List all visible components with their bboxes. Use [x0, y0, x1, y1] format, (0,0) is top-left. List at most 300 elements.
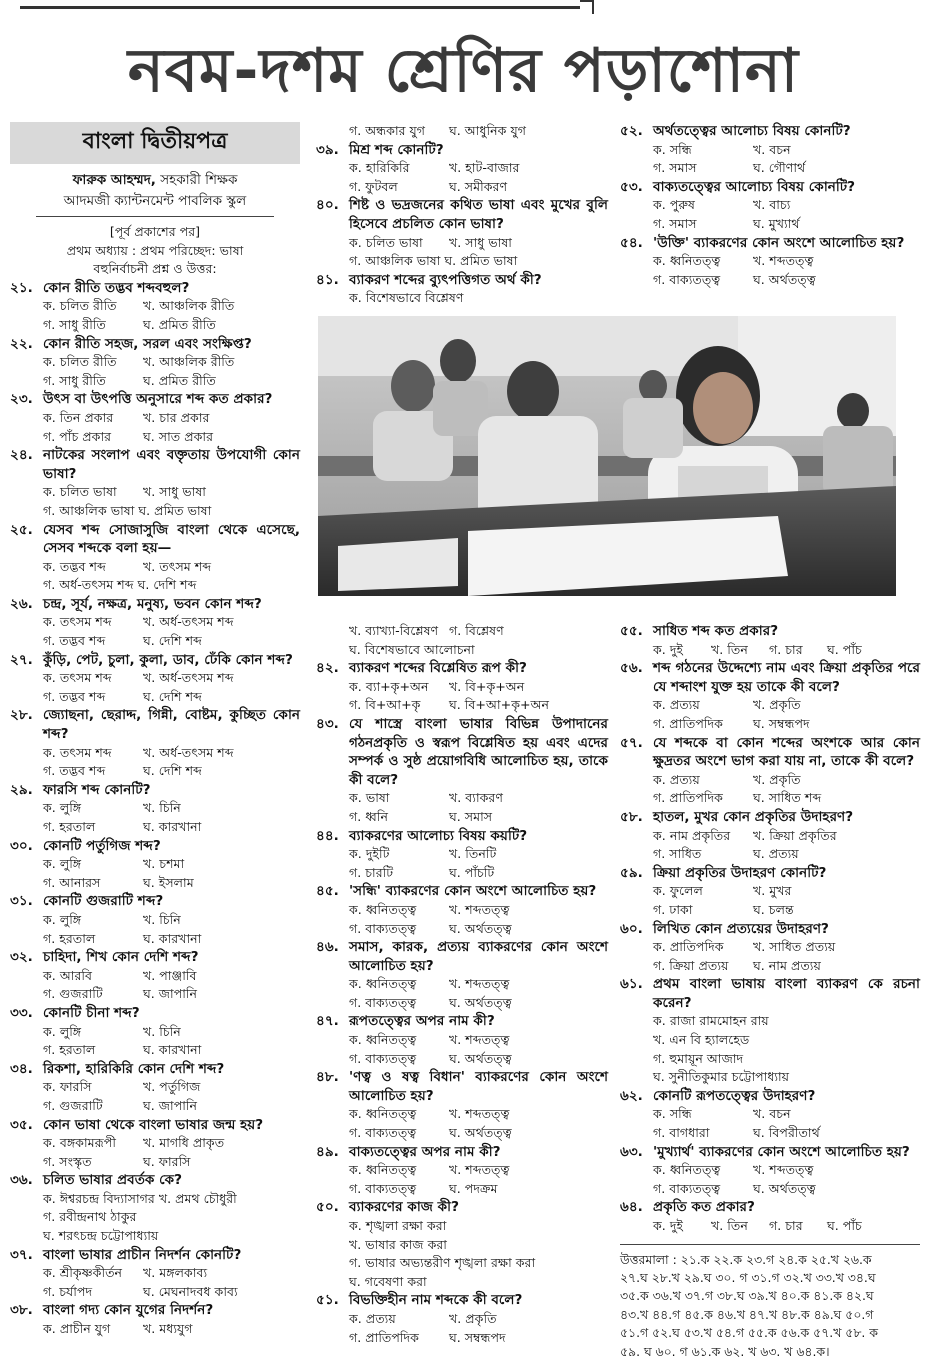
answer-option: ঘ. জাপানি [143, 1097, 198, 1113]
answer-key-line: ২৭.ঘ ২৮.খ ২৯.ঘ ৩০. গ ৩১.গ ৩২.খ ৩৩.খ ৩৪.ঘ [620, 1270, 876, 1285]
option-grid [620, 252, 920, 289]
answer-option: ঘ. বি+আ+কৃ+অন [449, 697, 549, 713]
question-item [620, 1143, 920, 1199]
answer-option: গ. সাধিত [653, 846, 702, 862]
author-name: ফারুক আহম্মদ, [72, 172, 156, 188]
question-number: ৫৮. [620, 808, 643, 825]
question-item [316, 659, 608, 715]
question-text-row [10, 1060, 300, 1079]
answer-option: গ. সাধু রীতি [43, 316, 106, 332]
question-item [620, 1087, 920, 1143]
answer-option: খ. চিনি [143, 800, 181, 816]
question-text: মিশ্র শব্দ কোনটি? [349, 141, 444, 158]
answer-option: গ. সংস্কৃত [43, 1153, 92, 1169]
divider [36, 216, 274, 217]
question-number: ৫০. [316, 1199, 339, 1216]
question-number: ৩৪. [10, 1060, 33, 1077]
answer-option: খ. পর্তুগিজ [143, 1079, 201, 1095]
question-number: ৪৭. [316, 1013, 339, 1030]
answer-option: ঘ. প্রমিত রীতি [143, 316, 216, 332]
answer-key-line: ৫১.গ ৫২.ঘ ৫৩.খ ৫৪.গ ৫৫.ক ৫৬.ক ৫৭.খ ৫৮. ক [620, 1325, 878, 1341]
answer-option: খ. ভাষার কাজ করা [349, 1236, 447, 1252]
question-text-row [10, 1004, 300, 1023]
question-text: বিভক্তিহীন নাম শব্দকে কী বলে? [349, 1292, 523, 1309]
answer-option: ক. চলিত রীতি [43, 298, 117, 314]
question-number: ৫৩. [620, 178, 643, 195]
answer-option: ক. প্রত্যয় [653, 771, 700, 787]
answer-option: গ. তদ্ভব শব্দ [43, 763, 106, 779]
question-item [316, 827, 608, 883]
answer-option: গ. বাক্যতত্ত্ব [349, 1050, 417, 1066]
answer-option: ঘ. ইসলাম [143, 874, 194, 890]
option-grid [316, 1217, 608, 1291]
question-text-row [316, 1291, 608, 1310]
answer-option: ক. পুরুষ [653, 197, 695, 213]
column-3-bottom [620, 622, 920, 1361]
answer-option: গ. হরতাল [43, 819, 96, 834]
option-grid [10, 669, 300, 706]
question-text: শব্দ গঠনের উদ্দেশ্যে নাম এবং ক্রিয়া প্রকৃতির পরে যে শব্দাংশ যুক্ত হয় তাকে কী বলে? [653, 660, 920, 695]
question-text: উৎস বা উৎপত্তি অনুসারে শব্দ কত প্রকার? [43, 391, 273, 408]
answer-option: ক. দুইটি [349, 846, 390, 862]
answer-option: ঘ. অর্থতত্ত্ব [753, 271, 816, 287]
question-text-row [620, 920, 920, 939]
answer-option: গ. আঞ্চলিক ভাষা ঘ. প্রমিত ভাষা [43, 502, 212, 518]
question-text: বাক্যতত্ত্বের অপর নাম কী? [349, 1143, 501, 1160]
answer-option: খ. শব্দতত্ত্ব [449, 1162, 510, 1178]
question-text: অর্থতত্ত্বের আলোচ্য বিষয় কোনটি? [653, 123, 851, 139]
answer-option: খ. বচন [753, 1106, 791, 1122]
question-item [620, 178, 920, 234]
question-number: ২৯. [10, 781, 33, 798]
question-text-row [316, 659, 608, 678]
answer-option: গ. ভাষার অভ্যন্তরীণ শৃঙ্খলা রক্ষা করা [349, 1255, 536, 1271]
answer-option: ঘ. সম্বন্ধপদ [753, 715, 810, 731]
question-text: 'মুখ্যার্থ' ব্যাকরণের কোন অংশে আলোচিত হয়? [653, 1143, 910, 1160]
answer-option: খ. বি+কৃ+অন [449, 678, 525, 694]
answer-option: গ. বাক্যতত্ত্ব [349, 994, 417, 1010]
answer-option: খ. চিনি [143, 1023, 181, 1039]
question-item [620, 975, 920, 1087]
answer-option: গ. বাক্যতত্ত্ব [349, 1125, 417, 1141]
question-list [316, 622, 608, 1347]
answer-option: ঘ. ফারসি [143, 1153, 191, 1169]
question-text-row [620, 122, 920, 141]
answer-option: খ. চশমা [143, 856, 185, 872]
question-text-row [10, 651, 300, 670]
answer-key-line: উত্তরমালা : ২১.ক ২২.ক ২৩.গ ২৪.ক ২৫.খ ২৬.ক [620, 1251, 872, 1267]
question-number: ৬৪. [620, 1199, 643, 1216]
answer-option: গ. চার [769, 641, 803, 657]
answer-option: ঘ. সুনীতিকুমার চট্টোপাধ্যায় [653, 1069, 790, 1085]
option-grid [316, 975, 608, 1012]
question-number: ২২. [10, 335, 33, 352]
question-text-row [10, 781, 300, 800]
top-border-bar [20, 6, 580, 9]
answer-option: ঘ. বিপরীতার্থ [753, 1125, 820, 1141]
answer-option: ঘ. প্রত্যয় [753, 846, 799, 862]
answer-option: গ. আনারস [43, 874, 101, 890]
option-grid [620, 771, 920, 808]
column-2-bottom [316, 622, 608, 1347]
question-text: ব্যাকরণ শব্দের বিশ্লেষিত রূপ কী? [349, 660, 527, 677]
answer-option: ক. আরবি [43, 967, 93, 983]
question-item [10, 521, 300, 595]
question-number: ২৫. [10, 521, 33, 538]
answer-option: ক. ধ্বনিতত্ত্ব [653, 1162, 721, 1178]
question-text-row [10, 521, 300, 558]
question-text-row [10, 279, 300, 298]
answer-option: ক. লুঙ্গি [43, 856, 82, 872]
question-number: ৬১. [620, 976, 643, 993]
question-item [620, 622, 920, 659]
question-number: ৩৯. [316, 141, 339, 158]
option-grid [10, 409, 300, 446]
answer-option: খ. শব্দতত্ত্ব [753, 253, 814, 269]
answer-option: গ. হরতাল [43, 930, 96, 946]
option-grid [10, 1190, 300, 1246]
answer-key-line: ৩৫.ক ৩৬.খ ৩৭.গ ৩৮.ঘ ৩৯.খ ৪০.ক ৪১.ক ৪২.ঘ [620, 1288, 874, 1304]
answer-option: ক. তৎসম শব্দ [43, 744, 112, 760]
question-text-row [10, 1301, 300, 1320]
answer-option: ক. তৎসম শব্দ [43, 670, 112, 686]
question-text-row [620, 234, 920, 253]
answer-option: ক. শৃঙ্খলা রক্ষা করা [349, 1218, 447, 1233]
question-text-row [10, 1116, 300, 1135]
question-text: চন্দ্র, সূর্য, নক্ষত্র, মনুষ্য, ভবন কোন শব্দ? [43, 595, 262, 612]
question-text-row [10, 446, 300, 483]
answer-option: গ. ফুটবল [349, 178, 398, 194]
author-school: আদমজী ক্যান্টনমেন্ট পাবলিক স্কুল [63, 193, 247, 209]
question-number: ৪১. [316, 271, 339, 288]
option-grid [316, 1105, 608, 1142]
question-text: চলিত ভাষার প্রবর্তক কে? [43, 1172, 183, 1189]
question-number: ২৮. [10, 707, 33, 724]
answer-option: ঘ. জাপানি [143, 986, 198, 1002]
question-number: ৩৮. [10, 1302, 33, 1319]
question-text-row [316, 715, 608, 789]
answer-option: গ. বাক্যতত্ত্ব [349, 920, 417, 936]
answer-option: গ. প্রাতিপদিক [653, 715, 723, 731]
answer-option: ক. চলিত ভাষা [43, 484, 117, 500]
answer-option: ঘ. অর্থতত্ত্ব [449, 1125, 512, 1141]
question-list [316, 122, 608, 308]
author-line [10, 170, 300, 191]
answer-option: খ. সাধিত প্রত্যয় [753, 939, 836, 955]
option-grid [316, 845, 608, 882]
question-number: ২৬. [10, 595, 33, 612]
option-grid [620, 141, 920, 178]
answer-option: ক. রাজা রামমোহন রায় [653, 1013, 769, 1029]
question-item [10, 651, 300, 707]
answer-option: গ. বাক্যতত্ত্ব [349, 1180, 417, 1196]
question-item [10, 1060, 300, 1116]
answer-key-line: ৪৩.খ ৪৪.গ ৪৫.ক ৪৬.খ ৪৭.খ ৪৮.ক ৪৯.ঘ ৫০.গ [620, 1306, 874, 1322]
question-list [620, 622, 920, 1236]
option-grid [316, 789, 608, 826]
answer-option: গ. সাধু রীতি [43, 372, 106, 388]
question-text-row [316, 196, 608, 233]
answer-option: গ. সমাস [653, 160, 697, 176]
question-text-row [620, 808, 920, 827]
question-text: ব্যাকরণ শব্দের ব্যুৎপত্তিগত অর্থ কী? [349, 271, 542, 288]
option-grid [10, 353, 300, 390]
question-text-row [10, 837, 300, 856]
answer-option: ক. দুই [653, 1218, 683, 1233]
question-item [10, 706, 300, 780]
answer-option: ক. লুঙ্গি [43, 1023, 82, 1039]
answer-option: ঘ. অর্থতত্ত্ব [753, 1180, 816, 1196]
question-text: ব্যাকরণের আলোচ্য বিষয় কয়টি? [349, 827, 528, 844]
answer-option: ক. প্রত্যয় [349, 1310, 396, 1326]
question-text: ক্রিয়া প্রকৃতির উদাহরণ কোনটি? [653, 864, 827, 881]
question-item [10, 595, 300, 651]
question-item [316, 1143, 608, 1199]
answer-option: ক. দুই [653, 641, 683, 657]
question-text-row [10, 390, 300, 409]
exam-hall-photo [318, 316, 896, 596]
option-grid [10, 1134, 300, 1171]
question-text: প্রথম বাংলা ভাষায় বাংলা ব্যাকরণ কে রচনা করেন? [653, 976, 920, 1011]
question-text-row [316, 882, 608, 901]
option-grid [10, 744, 300, 781]
question-item [10, 1171, 300, 1245]
option-grid [10, 911, 300, 948]
top-border-tab [580, 0, 594, 14]
option-grid [620, 196, 920, 233]
option-grid [316, 678, 608, 715]
option-grid [316, 159, 608, 196]
answer-option: গ. ক্রিয়া প্রত্যয় [653, 957, 729, 973]
question-item [620, 920, 920, 976]
question-item [10, 781, 300, 837]
column-1 [10, 122, 300, 1339]
question-text: বাংলা ভাষার প্রাচীন নিদর্শন কোনটি? [43, 1246, 242, 1263]
question-text: জ্যোছনা, ছেরাদ্দ, গিন্নী, বোষ্টম, কুচ্ছিত কোন শব্দ? [43, 707, 300, 743]
page-title: নবম-দশম শ্রেণির পড়াশোনা [127, 36, 800, 106]
question-number: ৩১. [10, 893, 33, 910]
answer-option: ক. লুঙ্গি [43, 800, 82, 816]
question-number: ৫৯. [620, 864, 643, 881]
subject-heading: বাংলা দ্বিতীয়পত্র [10, 122, 300, 164]
option-grid [316, 122, 608, 141]
question-text: 'সন্ধি' ব্যাকরণের কোন অংশে আলোচিত হয়? [349, 883, 597, 900]
question-text: সাধিত শব্দ কত প্রকার? [653, 623, 779, 639]
option-grid [316, 234, 608, 271]
top-border [0, 0, 927, 14]
answer-option: ক. সন্ধি [653, 141, 692, 157]
question-item [620, 659, 920, 733]
answer-option: ক. সন্ধি [653, 1106, 692, 1122]
answer-key-line: ৫৯. ঘ ৬০. গ ৬১.ক ৬২. খ ৬৩. খ ৬৪.ক। [620, 1343, 830, 1359]
answer-option: ক. চলিত ভাষা [349, 234, 423, 250]
question-number: ৪৮. [316, 1069, 339, 1086]
question-text: প্রকৃতি কত প্রকার? [653, 1199, 755, 1216]
question-number: ৬২. [620, 1087, 643, 1104]
question-item [316, 122, 608, 141]
answer-option: ঘ. শরৎচন্দ্র চট্টোপাধ্যায় [43, 1228, 159, 1244]
option-grid [10, 483, 300, 520]
option-grid [10, 613, 300, 650]
question-number: ২৭. [10, 651, 33, 668]
question-text-row [10, 1171, 300, 1190]
question-text-row [316, 1068, 608, 1105]
question-number: ৪৩. [316, 715, 339, 732]
question-text: কোনটি রূপতত্ত্বের উদাহরণ? [653, 1087, 816, 1104]
answer-option: খ. প্রকৃতি [753, 697, 801, 713]
answer-option: ক. ফুলেল [653, 883, 703, 899]
answer-option: খ. সাধু ভাষা [449, 234, 512, 250]
answer-option: গ. গুজরাটি [43, 986, 103, 1002]
question-number: ৩৫. [10, 1116, 33, 1133]
question-item [10, 1246, 300, 1302]
answer-option: গ. বিশ্লেষণ [449, 623, 504, 638]
question-text-row [620, 659, 920, 696]
question-item [620, 734, 920, 808]
question-text-row [316, 1143, 608, 1162]
answer-option: খ. চিনি [143, 911, 181, 927]
answer-option: খ. তিন [711, 1218, 748, 1233]
question-number: ২৪. [10, 447, 33, 464]
option-grid [10, 799, 300, 836]
question-number: ৪২. [316, 660, 339, 677]
question-item [10, 948, 300, 1004]
answer-option: গ. চার [769, 1218, 803, 1233]
question-list [10, 279, 300, 1339]
question-number: ৪৪. [316, 827, 339, 844]
question-text: চাহিদা, শিখ কোন দেশি শব্দ? [43, 949, 199, 966]
option-grid [10, 1023, 300, 1060]
answer-option: ক. প্রাচীন যুগ [43, 1321, 111, 1337]
column-3-top [620, 122, 920, 289]
answer-option: ঘ. সম্বন্ধপদ [449, 1329, 506, 1345]
answer-option: ক. লুঙ্গি [43, 911, 82, 927]
answer-option: গ. ধ্বনি [349, 808, 388, 824]
question-number: ২১. [10, 279, 33, 296]
question-text-row [10, 706, 300, 743]
answer-option: খ. অর্ধ-তৎসম শব্দ [143, 744, 234, 760]
question-text-row [316, 271, 608, 290]
option-grid [10, 297, 300, 334]
question-number: ৫২. [620, 123, 643, 139]
answer-option: খ. সাধু ভাষা [143, 484, 206, 500]
question-text: বাক্যতত্ত্বের আলোচ্য বিষয় কোনটি? [653, 178, 856, 195]
question-text: রূপতত্ত্বের অপর নাম কী? [349, 1013, 495, 1030]
answer-option: গ. অন্ধকার যুগ [349, 123, 426, 138]
question-item [620, 1198, 920, 1235]
question-item [316, 196, 608, 270]
answer-option: গ. হরতাল [43, 1042, 96, 1058]
answer-option: ঘ. চলন্ত [753, 901, 794, 917]
question-item [10, 446, 300, 520]
question-text: হাতল, মুখর কোন প্রকৃতির উদাহরণ? [653, 808, 854, 825]
question-text: বাংলা গদ্য কোন যুগের নিদর্শন? [43, 1302, 214, 1319]
answer-option: ক. ফারসি [43, 1079, 92, 1095]
option-grid [620, 1012, 920, 1086]
answer-option: ঘ. কারখানা [143, 819, 202, 834]
question-number: ৪৫. [316, 883, 339, 900]
question-text: 'উক্তি' ব্যাকরণের কোন অংশে আলোচিত হয়? [653, 234, 905, 251]
answer-option: গ. প্রাতিপদিক [653, 790, 723, 806]
question-text: কোন রীতি সহজ, সরল এবং সংক্ষিপ্ত? [43, 335, 252, 352]
question-text: শিষ্ট ও ভদ্রজনের কথিত ভাষা এবং মুখের বুলি হিসেবে প্রচলিত কোন ভাষা? [349, 197, 608, 232]
answer-option: ক. তৎসম শব্দ [43, 614, 112, 630]
question-text-row [620, 1143, 920, 1162]
question-item [10, 1116, 300, 1172]
question-number: ৩৬. [10, 1172, 33, 1189]
question-text: নাটকের সংলাপ এবং বক্তৃতায় উপযোগী কোন ভাষা? [43, 447, 300, 482]
question-text-row [620, 975, 920, 1012]
answer-option: খ. ক্রিয়া প্রকৃতির [753, 827, 837, 843]
question-number: ৫৭. [620, 734, 643, 751]
option-grid [10, 558, 300, 595]
question-item [316, 271, 608, 308]
question-text: কোনটি চীনা শব্দ? [43, 1004, 140, 1021]
question-text: সমাস, কারক, প্রত্যয় ব্যাকরণের কোন অংশে আলোচিত হয়? [349, 939, 608, 974]
column-2-top [316, 122, 608, 308]
question-number: ৫৫. [620, 623, 643, 639]
answer-option: খ. বচন [753, 141, 791, 157]
question-text-row [316, 1198, 608, 1217]
answer-option: খ. ব্যাখ্যা-বিশ্লেষণ [349, 623, 439, 638]
question-text: ফারসি শব্দ কোনটি? [43, 781, 151, 798]
question-item [316, 622, 608, 659]
answer-option: খ. শব্দতত্ত্ব [449, 1106, 510, 1122]
option-grid [620, 827, 920, 864]
answer-option: খ. ব্যাকরণ [449, 790, 503, 806]
question-text-row [10, 595, 300, 614]
chapter-heading: প্রথম অধ্যায় : প্রথম পরিচ্ছেদ: ভাষা [66, 242, 244, 258]
question-text-row [620, 178, 920, 197]
answer-option: ঘ. দেশি শব্দ [143, 688, 202, 704]
answer-option: গ. চর্যাপদ [43, 1283, 93, 1299]
question-text: যে শাস্ত্রে বাংলা ভাষার বিভিন্ন উপাদানের গঠনপ্রকৃতি ও স্বরূপ বিশ্লেষিত হয় এবং এদের সম্পর্ক ও সুষ্ঠ প্রয়োগবিধি আলোচিত হয়, তাকে কী বলে? [349, 715, 608, 788]
answer-option: খ. এন বি হ্যালহেড [653, 1032, 750, 1048]
question-list [620, 122, 920, 289]
question-item [316, 1198, 608, 1291]
question-item [10, 279, 300, 335]
answer-option: ক. বঙ্গকামরূপী [43, 1135, 116, 1151]
answer-key [620, 1244, 920, 1361]
answer-option: ক. ব্যা+কৃ+অন [349, 678, 429, 694]
answer-option: খ. মাগধি প্রাকৃত [143, 1135, 225, 1151]
answer-option: ঘ. পাঁচটি [449, 864, 495, 880]
answer-option: খ. শব্দতত্ত্ব [449, 1032, 510, 1048]
answer-option: ঘ. আধুনিক যুগ [449, 123, 526, 138]
question-text-row [620, 864, 920, 883]
question-number: ৬০. [620, 920, 643, 937]
answer-option: গ. বাগধারা [653, 1125, 710, 1141]
answer-option: ক. ধ্বনিতত্ত্ব [349, 1032, 417, 1048]
answer-option: ঘ. দেশি শব্দ [143, 763, 202, 779]
question-text-row [316, 1012, 608, 1031]
answer-option: গ. তদ্ভব শব্দ [43, 633, 106, 649]
option-grid [620, 1161, 920, 1198]
answer-option: গ. গুজরাটি [43, 1097, 103, 1113]
author-role: সহকারী শিক্ষক [160, 172, 238, 188]
answer-option: গ. পাঁচ প্রকার [43, 428, 112, 444]
answer-option: ঘ. পদক্রম [449, 1180, 498, 1196]
question-number: ৪৯. [316, 1143, 339, 1160]
question-item [620, 234, 920, 290]
option-grid [10, 1320, 300, 1339]
question-number: ৩০. [10, 837, 33, 854]
answer-option: গ. রবীন্দ্রনাথ ঠাকুর [43, 1209, 137, 1225]
answer-option: ক. হারিকিরি [349, 160, 410, 176]
question-text-row [620, 1087, 920, 1106]
answer-option: ঘ. মুখ্যার্থ [753, 215, 800, 231]
answer-option: ঘ. অর্থতত্ত্ব [449, 920, 512, 936]
